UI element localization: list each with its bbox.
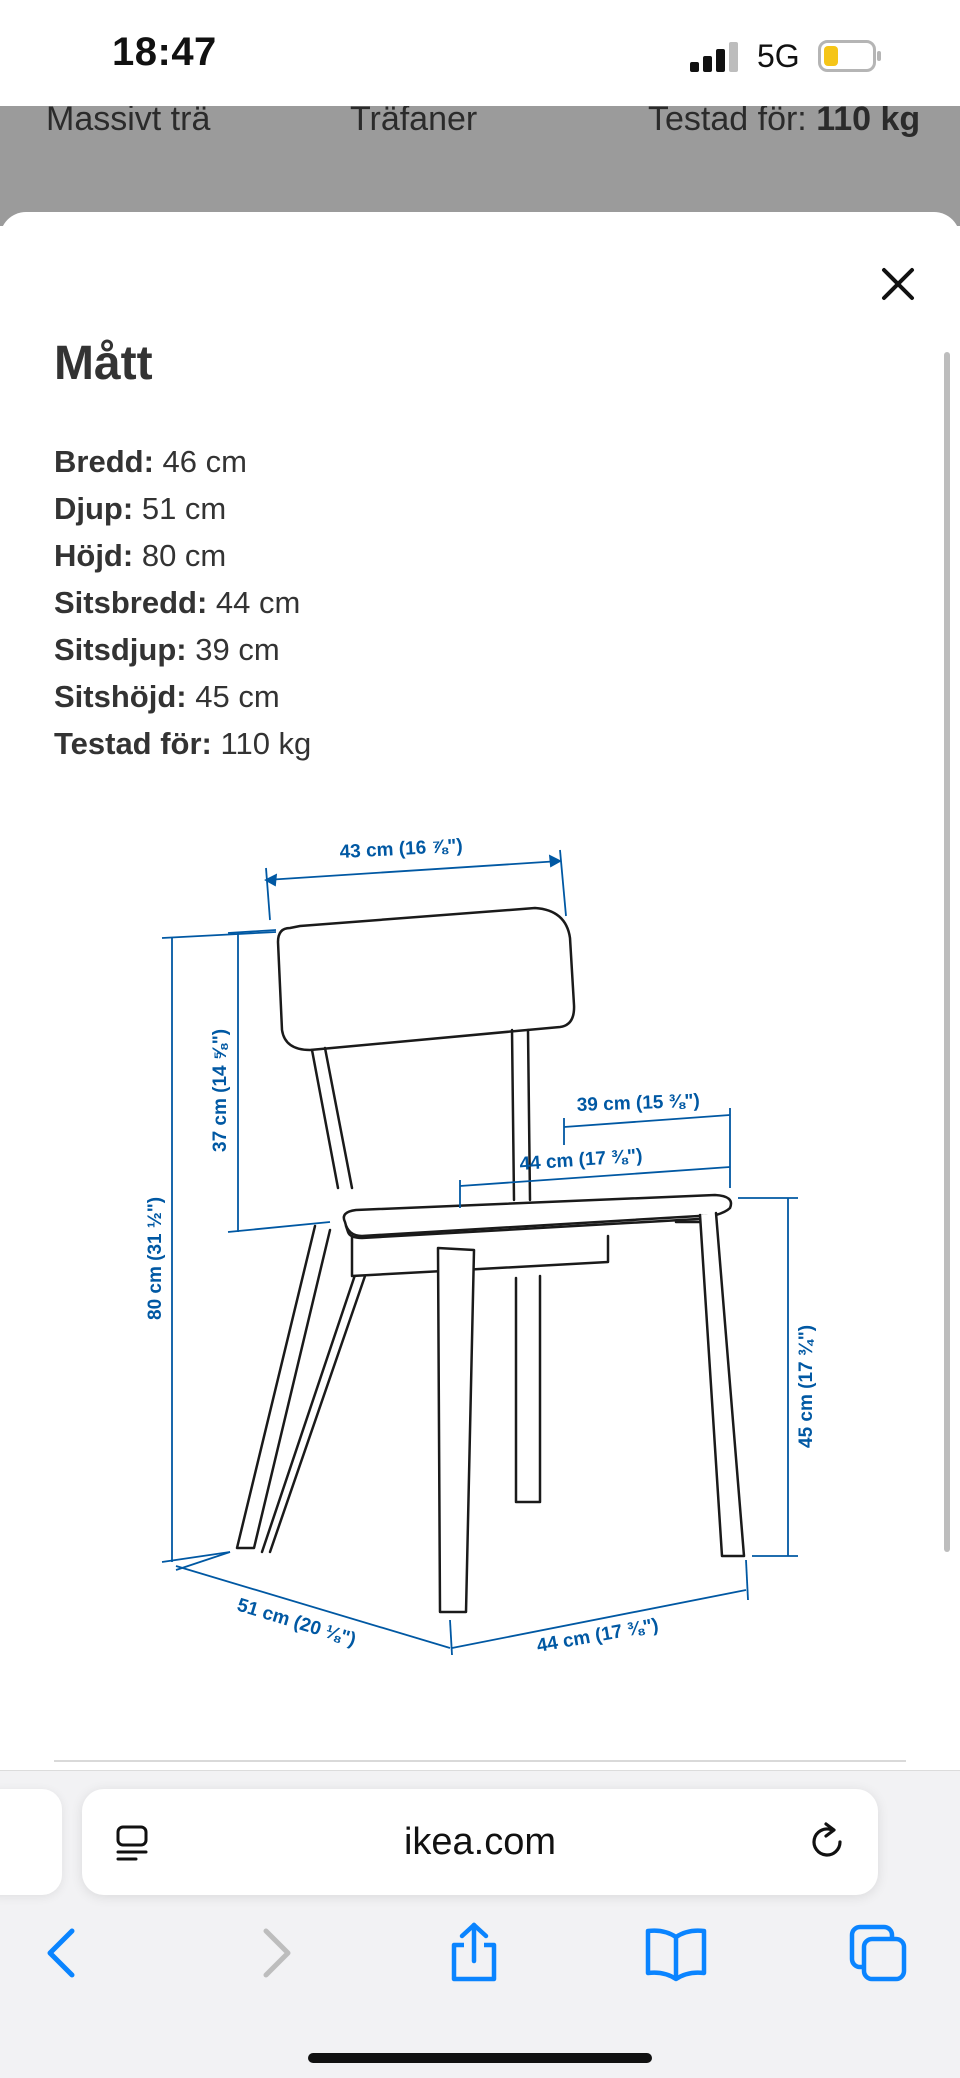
- label-seat-height: 45 cm (17 ¾"): [796, 1324, 817, 1448]
- spec-tested-for: Testad för: 110 kg: [54, 726, 312, 761]
- background-page: [0, 106, 960, 226]
- sheet-divider: [54, 1760, 906, 1762]
- background-veneer-text: Träfaner: [350, 106, 478, 138]
- battery-icon: [818, 40, 882, 72]
- label-seat-depth: 39 cm (15 ⅜"): [576, 1090, 701, 1116]
- dimensions-sheet: [0, 212, 960, 1772]
- share-icon[interactable]: [442, 1921, 506, 1985]
- chair-drawing: [237, 908, 744, 1612]
- spec-width: Bredd: 46 cm: [54, 444, 247, 479]
- sheet-title: Mått: [54, 337, 153, 390]
- previous-tab-peek[interactable]: [0, 1789, 62, 1895]
- spec-depth: Djup: 51 cm: [54, 491, 227, 526]
- status-time: 18:47: [112, 30, 217, 74]
- spec-seat-width: Sitsbredd: 44 cm: [54, 585, 301, 620]
- tabs-icon[interactable]: [846, 1921, 910, 1985]
- signal-icon: [690, 42, 742, 72]
- home-indicator[interactable]: [308, 2053, 652, 2063]
- back-icon[interactable]: [32, 1921, 96, 1985]
- browser-toolbar: [0, 1770, 960, 2078]
- status-bar: [0, 0, 960, 106]
- url-text[interactable]: ikea.com: [403, 1821, 557, 1863]
- label-backrest-height: 37 cm (14 ⅝"): [210, 1028, 231, 1152]
- bookmarks-icon[interactable]: [644, 1921, 708, 1985]
- label-backrest-width: 43 cm (16 ⅞"): [339, 835, 464, 863]
- address-bar[interactable]: [82, 1789, 878, 1895]
- reload-icon[interactable]: [804, 1819, 850, 1865]
- label-seat-width: 44 cm (17 ⅜"): [518, 1145, 644, 1175]
- spec-list: [54, 438, 311, 767]
- spec-height: Höjd: 80 cm: [54, 538, 227, 573]
- label-depth: 51 cm (20 ⅛"): [234, 1594, 359, 1651]
- label-total-height: 80 cm (31 ½"): [145, 1196, 166, 1320]
- network-type: 5G: [757, 38, 800, 74]
- spec-seat-height: Sitshöjd: 45 cm: [54, 679, 280, 714]
- label-width: 44 cm (17 ⅜"): [535, 1614, 661, 1657]
- close-icon[interactable]: [872, 258, 924, 310]
- forward-icon[interactable]: [242, 1921, 306, 1985]
- background-tested-text: Testad för: 110 kg: [648, 106, 921, 138]
- background-material-text: Massivt trä: [46, 106, 211, 138]
- spec-seat-depth: Sitsdjup: 39 cm: [54, 632, 280, 667]
